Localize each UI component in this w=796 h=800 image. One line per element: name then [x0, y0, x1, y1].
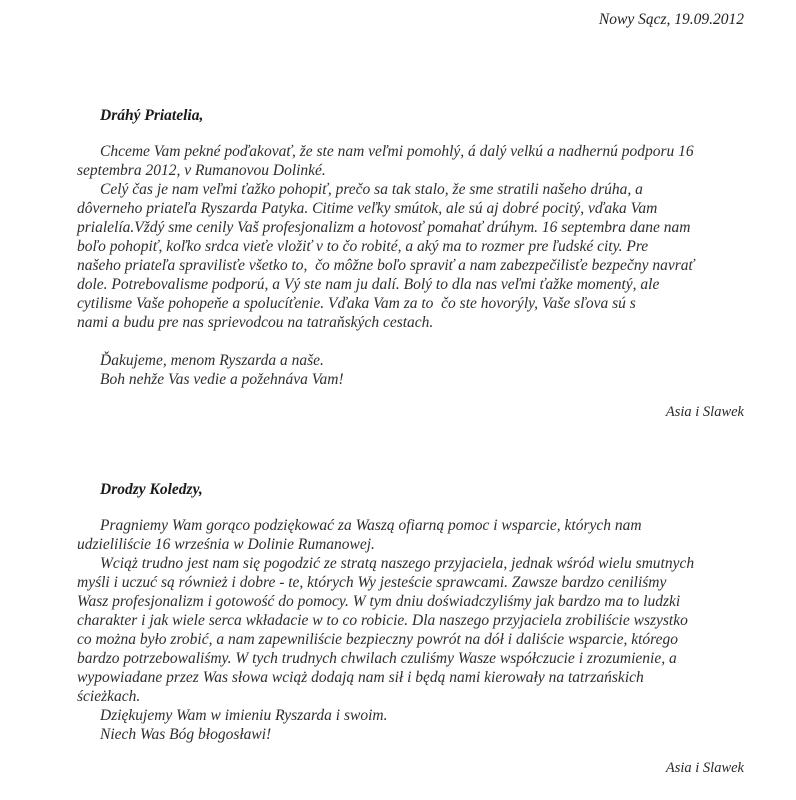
closing-line: Ďakujeme, menom Ryszarda a naše. — [100, 352, 324, 369]
body-line: Celý čas je nam veľmi ťažko pohopiť, prečo sa tak stalo, že sme stratili našeho drúha, a — [100, 181, 643, 198]
body-line: co można było zrobić, a nam zapewniliście bezpieczny powrót na dół i daliście wsparcie, którego — [77, 631, 678, 648]
greeting: Drodzy Koledzy, — [100, 481, 203, 498]
closing-line: Boh nehže Vas vedie a požehnáva Vam! — [100, 371, 344, 388]
letter-closing — [77, 351, 757, 389]
body-line: wypowiadane przez Was słowa wciąż dodają nam sił i będą nami kierowały na tatrzańskich — [77, 669, 644, 686]
body-line: dole. Potrebovalisme podporú, a Vý ste nam ju dalí. Bolý to dla nas veľmi ťažke momentý, ale — [77, 276, 660, 293]
letter-slovak — [77, 106, 757, 389]
closing-line: Niech Was Bóg błogosławi! — [100, 726, 272, 743]
body-line: Pragniemy Wam gorąco podziękować za Waszą ofiarną pomoc i wsparcie, których nam — [100, 517, 642, 534]
greeting: Dráhý Priatelia, — [100, 107, 204, 124]
body-line: našeho priateľa spravilisťe všetko to, čo môžne boľo spraviť a nam zabezpečilisťe bezpečny navrať — [77, 257, 695, 274]
body-line: ścieżkach. — [77, 688, 141, 705]
body-line: charakter i jak wiele serca wkładacie w to co robicie. Dla naszego przyjaciela zrobiliście wszystko — [77, 612, 688, 629]
body-line: myśli i uczuć są również i dobre - te, których Wy jesteście sprawcami. Zawsze bardzo ceniliśmy — [77, 574, 667, 591]
body-line: septembra 2012, v Rumanovou Dolinké. — [77, 162, 326, 179]
body-line: cytilisme Vaše pohopeňe a spolucíťenie. Vďaka Vam za to čo ste hovorýly, Vaše sľova sú s — [77, 295, 636, 312]
body-line: Chceme Vam pekné poďakovať, že ste nam veľmi pomohlý, á dalý velkú a nadhernú podporu 16 — [100, 143, 694, 160]
signature: Asia i Slawek — [665, 760, 744, 776]
letter-polish — [77, 480, 757, 744]
body-line: Wciąż trudno jest nam się pogodzić ze stratą naszego przyjaciela, jednak wśród wielu smutnych — [100, 555, 695, 572]
body-line: udzieliliście 16 września w Dolinie Rumanowej. — [77, 536, 375, 553]
closing-line: Dziękujemy Wam w imieniu Ryszarda i swoim. — [100, 707, 388, 724]
signature: Asia i Slawek — [665, 404, 744, 420]
body-line: dôverneho priateľa Ryszarda Patyka. Citime veľky smútok, ale sú aj dobré pocitý, vďaka Vam — [77, 200, 658, 217]
body-line: bardzo potrzebowaliśmy. W tych trudnych chwilach czuliśmy Wasze współczucie i zrozumienie, a — [77, 650, 677, 667]
body-line: nami a budu pre nas sprievodcou na tatraňských cestach. — [77, 314, 434, 331]
letter-body — [77, 142, 757, 332]
body-line: prialelía.Vždý sme cenily Vaš profesjonalizm a hotovosť pomahať drúhym. 16 septembra dane nam — [77, 219, 691, 236]
place-date: Nowy Sącz, 19.09.2012 — [598, 11, 744, 28]
body-line: boľo pohopiť, koľko srdca vieťe vložiť v to čo robité, a aký ma to rozmer pre ľudské city. Pre — [77, 238, 649, 255]
body-line: Wasz profesjonalizm i gotowość do pomocy. W tym dniu doświadczyliśmy jak bardzo ma to ludzki — [77, 593, 681, 610]
letter-body — [77, 516, 757, 744]
